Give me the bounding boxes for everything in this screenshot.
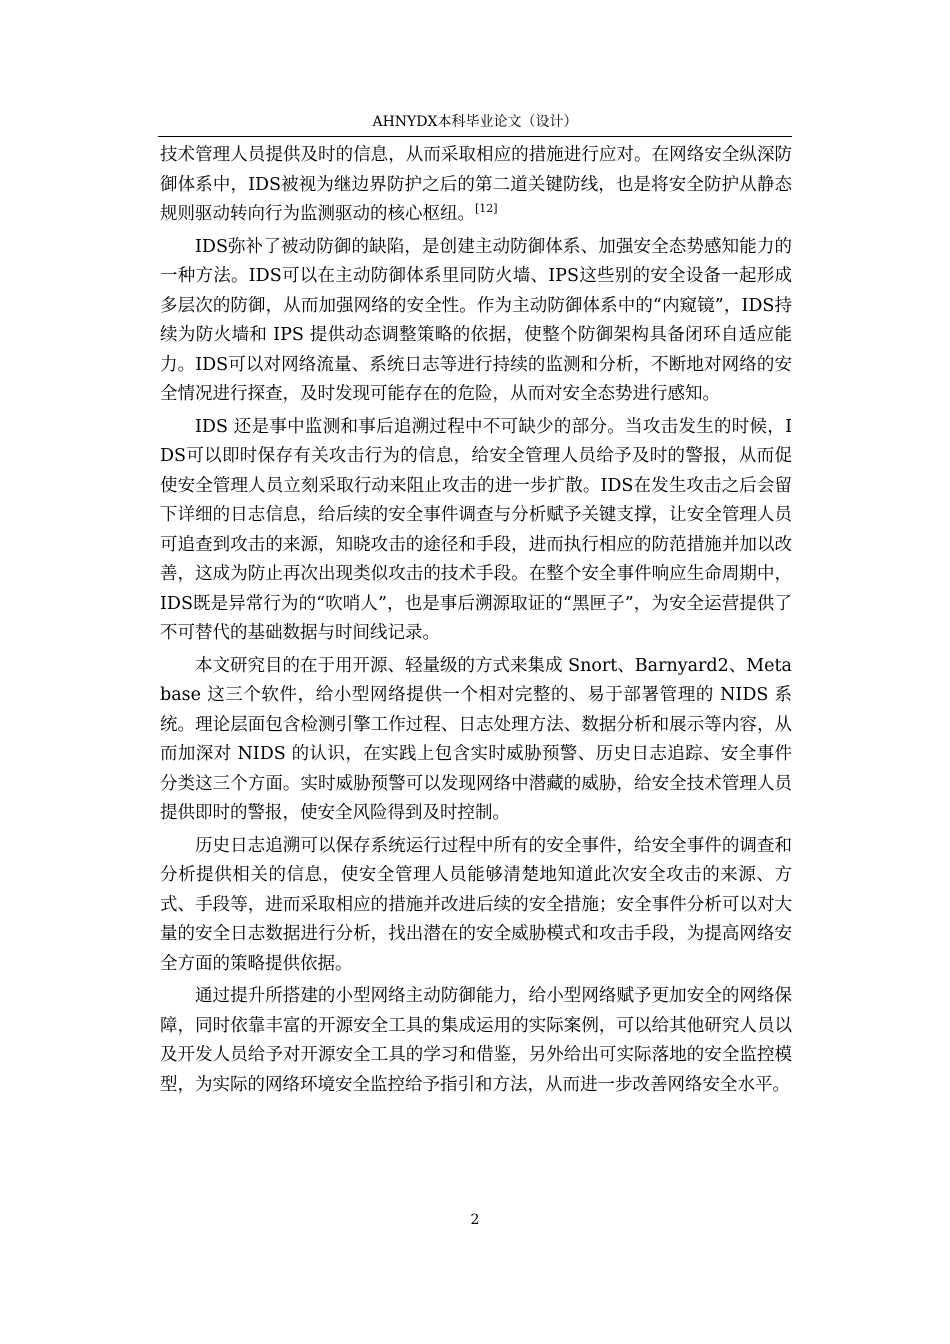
header-divider bbox=[158, 136, 792, 137]
paragraph-2: IDS弥补了被动防御的缺陷，是创建主动防御体系、加强安全态势感知能力的一种方法。IDS可以在主动防御体系里同防火墙、IPS这些别的安全设备一起形成多层次的防御，从而加强网络的安全性。作为主动防御体系中的“内窥镜”，IDS持续为防火墙和 IPS 提供动态调整策略的依据，使整个防御架构具备闭环自适应能力。IDS可以对网络流量、系统日志等进行持续的监测和分析，不断地对网络的安全情况进行探查，及时发现可能存在的危险，从而对安全态势进行感知。 bbox=[160, 236, 792, 404]
citation-marker: [12] bbox=[475, 202, 498, 216]
page-number bbox=[160, 1210, 790, 1230]
paragraph-6: 通过提升所搭建的小型网络主动防御能力，给小型网络赋予更加安全的网络保障，同时依靠丰富的开源安全工具的集成运用的实际案例，可以给其他研究人员以及开发人员给予对开源安全工具的学习和借鉴，另外给出可实际落地的安全监控模型，为实际的网络环境安全监控给予指引和方法，从而进一步改善网络安全水平。 bbox=[160, 986, 792, 1095]
paragraph-1-text: 技术管理人员提供及时的信息，从而采取相应的措施进行应对。在网络安全纵深防御体系中，IDS被视为继边界防护之后的第二道关键防线，也是将安全防护从静态规则驱动转向行为监测驱动的核心枢纽。 bbox=[160, 145, 792, 224]
paragraph-3: IDS 还是事中监测和事后追溯过程中不可缺少的部分。当攻击发生的时候，IDS可以即时保存有关攻击行为的信息，给安全管理人员给予及时的警报，从而促使安全管理人员立刻采取行动来阻止攻击的进一步扩散。IDS在发生攻击之后会留下详细的日志信息，给后续的安全事件调查与分析赋予关键支撑，让安全管理人员可追查到攻击的来源，知晓攻击的途径和手段，进而执行相应的防范措施并加以改善，这成为防止再次出现类似攻击的技术手段。在整个安全事件响应生命周期中，IDS既是异常行为的“吹哨人”，也是事后溯源取证的“黑匣子”，为安全运营提供了不可替代的基础数据与时间线记录。 bbox=[160, 416, 792, 643]
paragraph-4: 本文研究目的在于用开源、轻量级的方式来集成 Snort、Barnyard2、Metabase 这三个软件，给小型网络提供一个相对完整的、易于部署管理的 NIDS 系统。理论层面包含检测引擎工作过程、日志处理方法、数据分析和展示等内容，从而加深对 NIDS 的认识，在实践上包含实时威胁预警、历史日志追踪、安全事件分类这三个方面。实时威胁预警可以发现网络中潜藏的威胁，给安全技术管理人员提供即时的警报，使安全风险得到及时控制。 bbox=[160, 655, 792, 823]
paragraph-5: 历史日志追溯可以保存系统运行过程中所有的安全事件，给安全事件的调查和分析提供相关的信息，使安全管理人员能够清楚地知道此次安全攻击的来源、方式、手段等，进而采取相应的措施并改进后续的安全措施；安全事件分析可以对大量的安全日志数据进行分析，找出潜在的安全威胁模式和攻击手段，为提高网络安全方面的策略提供依据。 bbox=[160, 835, 792, 974]
page-number-value: 2 bbox=[470, 1212, 480, 1228]
page-header bbox=[160, 112, 790, 132]
header-title: AHNYDX本科毕业论文（设计） bbox=[372, 114, 578, 130]
document-body bbox=[160, 141, 792, 1103]
paragraph-1 bbox=[160, 141, 792, 230]
